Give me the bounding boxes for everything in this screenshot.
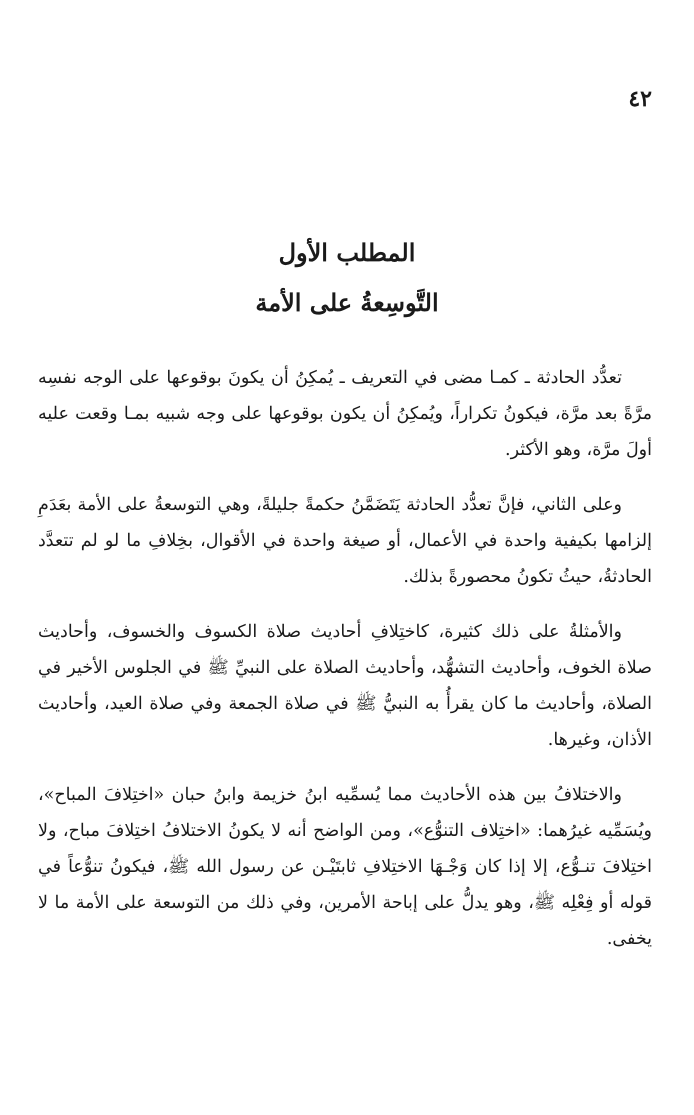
section-subtitle: التَّوسِعةُ على الأمة: [255, 288, 439, 317]
page-number: ٤٢: [628, 86, 652, 112]
paragraph: تعدُّد الحادثة ـ كمـا مضى في التعريف ـ يُمكِنُ أن يكونَ بوقوعها على الوجه نفسِه مرَّةً بعد مرَّة، فيكونُ تكراراً، ويُمكِنُ أن يكون بوقوعها على وجه شبيه بمـا وقعت عليه أولَ مرَّة، وهو الأكثر.: [38, 368, 652, 460]
paragraph: والأمثلةُ على ذلك كثيرة، كاختِلافِ أحاديث صلاة الكسوف والخسوف، وأحاديث صلاة الخوف، وأحاديث التشهُّد، وأحاديث الصلاة على النبيِّ ﷺ في الجلوس الأخير في الصلاة، وأحاديث ما كان يقرأُ به النبيُّ ﷺ في صلاة الجمعة وفي صلاة العيد، وأحاديث الأذان، وغيرها.: [38, 622, 652, 750]
paragraph: والاختلافُ بين هذه الأحاديث مما يُسمِّيه ابنُ خزيمة وابنُ حبان «اختِلافَ المباح»، ويُسَمِّيه غيرُهما: «اختِلاف التنوُّع»، ومن الواضح أنه لا يكونُ الاختلافُ اختِلافَ مباح، ولا اختِلافَ تنـوُّع، إلا إذا كان وَجْـهَا الاختِلافِ ثابتَيْـن عن رسول الله ﷺ، فيكونُ تنوُّعاً في قوله أو فِعْلِه ﷺ، وهو يدلُّ على إباحة الأمرين، وفي ذلك من التوسعة على الأمة ما لا يخفى.: [38, 785, 652, 949]
paragraph: وعلى الثاني، فإنَّ تعدُّد الحادثة يَتَضَمَّنُ حكمةً جليلةً، وهي التوسعةُ على الأمة بعَدَمِ إلزامها بكيفية واحدة في الأعمال، أو صيغة واحدة في الأقوال، بخِلافِ ما لو لم تتعدَّد الحادثةُ، حيثُ تكونُ محصورةً بذلك.: [38, 495, 652, 587]
section-title: المطلب الأول: [278, 238, 416, 267]
body-text: [38, 360, 652, 976]
